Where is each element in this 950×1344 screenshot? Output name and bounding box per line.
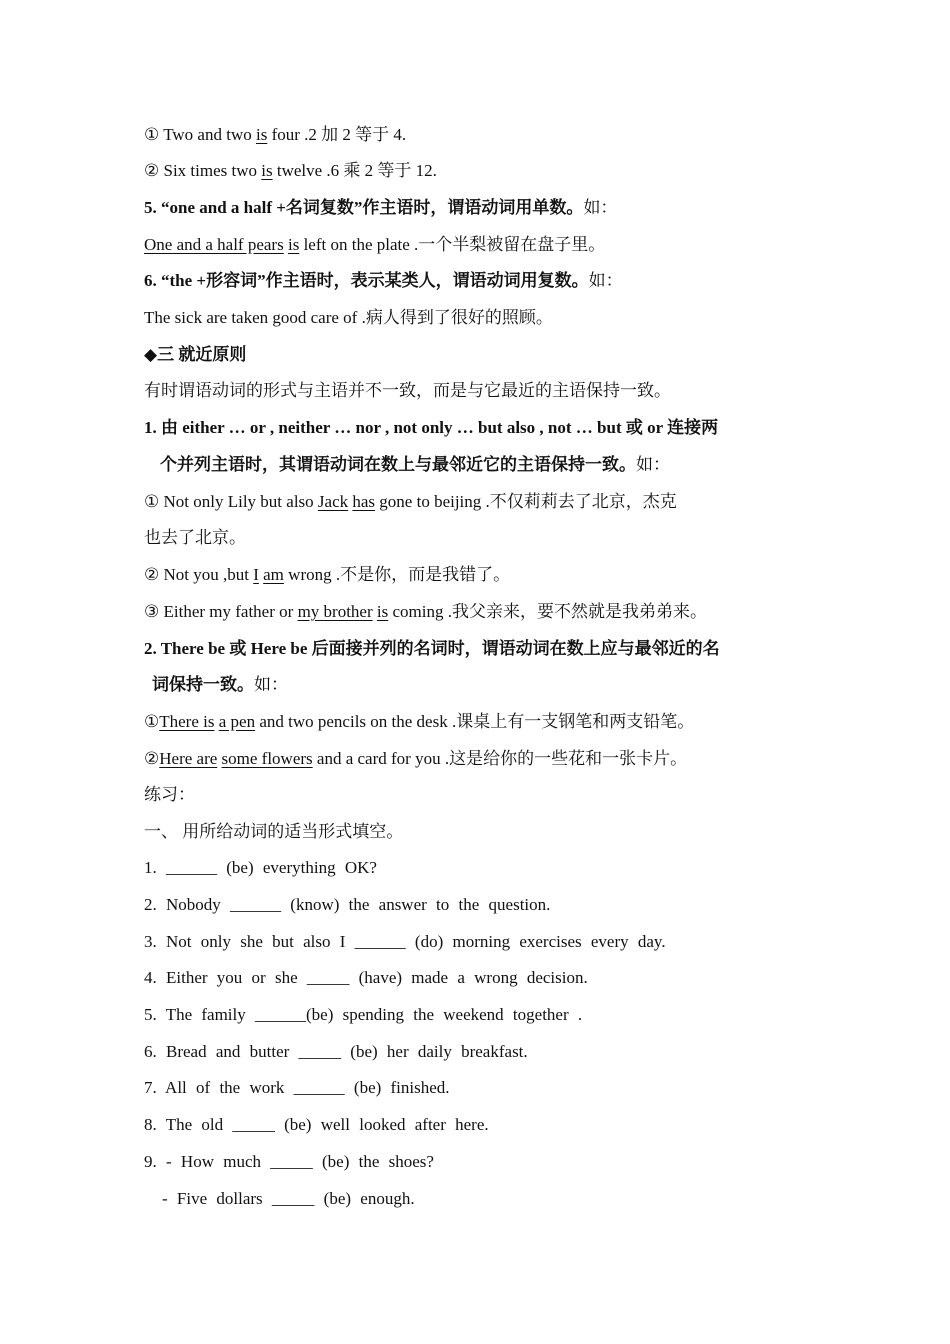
example-line (144, 305, 810, 331)
rule-heading-cont (152, 672, 810, 698)
example-text: The sick are taken good care of .病人得到了很好的照顾。 (144, 308, 553, 327)
example-text: and a card for you .这是给你的一些花和一张卡片。 (312, 749, 688, 768)
underlined-verb: has (352, 492, 376, 511)
example-line (144, 489, 810, 515)
exercise-item: 8. The old _____ (be) well looked after here. (144, 1115, 489, 1134)
example-number: ① (144, 712, 160, 731)
rule-heading-tail: 如： (254, 675, 288, 694)
example-line (144, 122, 810, 148)
example-number: ② (144, 161, 160, 180)
example-line (144, 232, 810, 258)
underlined-subject: I (253, 565, 259, 584)
underlined-verb: is (255, 125, 268, 144)
underlined-phrase: Here are (159, 749, 218, 768)
exercise-item: 7. All of the work ______ (be) finished. (144, 1078, 450, 1097)
exercise-item: 2. Nobody ______ (know) the answer to the question. (144, 895, 551, 914)
rule-heading-text: 5. “one and a half +名词复数”作主语时，谓语动词用单数。 (144, 198, 584, 217)
example-text: Two and two (163, 125, 256, 144)
example-text: ② Not you ,but (144, 565, 254, 584)
rule-heading-text: 个并列主语时，其谓语动词在数上与最邻近它的主语保持一致。 (160, 455, 636, 474)
exercise-item: 6. Bread and butter _____ (be) her daily breakfast. (144, 1042, 528, 1061)
exercise-item-cont: - Five dollars _____ (be) enough. (162, 1189, 415, 1208)
example-text: gone to beijing .不仅莉莉去了北京，杰克 (375, 492, 677, 511)
rule-heading-tail: 如： (583, 198, 618, 217)
example-number: ① (144, 125, 160, 144)
example-text: Six times two (163, 161, 262, 180)
rule-heading-text: 6. “the +形容词”作主语时，表示某类人，谓语动词用复数。 (144, 271, 589, 290)
section-intro: 有时谓语动词的形式与主语并不一致，而是与它最近的主语保持一致。 (144, 381, 671, 400)
example-line (144, 562, 810, 588)
rule-heading: 1. 由 either … or , neither … nor , not only … but also , not … but 或 or 连接两 (144, 418, 719, 437)
example-line (144, 746, 810, 772)
underlined-verb: is (376, 602, 389, 621)
underlined-noun: some flowers (221, 749, 313, 768)
rule-heading (144, 268, 810, 294)
example-line (144, 158, 810, 184)
practice-part-title: 一、 用所给动词的适当形式填空。 (144, 822, 404, 841)
example-line (144, 709, 810, 735)
exercise-item: 9. - How much _____ (be) the shoes? (144, 1152, 434, 1171)
example-text: left on the plate .一个半梨被留在盘子里。 (299, 235, 606, 254)
rule-heading-tail: 如： (588, 271, 623, 290)
example-line (144, 599, 810, 625)
example-number: ② (144, 749, 160, 768)
underlined-verb: is (261, 161, 273, 180)
example-text: coming .我父亲来，要不然就是我弟弟来。 (388, 602, 707, 621)
exercise-item: 3. Not only she but also I ______ (do) morning exercises every day. (144, 932, 666, 951)
underlined-verb: am (263, 565, 284, 584)
example-text: and two pencils on the desk .课桌上有一支钢笔和两支铅笔。 (255, 712, 695, 731)
exercise-item: 1. ______ (be) everything OK? (144, 858, 377, 877)
underlined-subject: my brother (297, 602, 373, 621)
rule-heading-tail: 如： (636, 455, 670, 474)
practice-label: 练习： (144, 785, 195, 804)
example-text: wrong .不是你，而是我错了。 (283, 565, 511, 584)
underlined-subject: One and a half pears (144, 235, 284, 254)
example-text: four .2 加 2 等于 4. (267, 125, 407, 144)
rule-heading: 2. There be 或 Here be 后面接并列的名词时，谓语动词在数上应与最邻近的名 (144, 639, 720, 658)
example-line-cont: 也去了北京。 (144, 528, 246, 547)
underlined-phrase: There is (159, 712, 215, 731)
rule-heading-text: 词保持一致。 (152, 675, 254, 694)
example-text: ① Not only Lily but also (144, 492, 318, 511)
underlined-verb: is (287, 235, 300, 254)
section-title: ◆三 就近原则 (144, 345, 247, 364)
example-text: twelve .6 乘 2 等于 12. (272, 161, 437, 180)
underlined-subject: Jack (317, 492, 349, 511)
exercise-item: 5. The family ______(be) spending the weekend together . (144, 1005, 583, 1024)
rule-heading-cont (160, 452, 810, 478)
underlined-noun: a pen (218, 712, 256, 731)
example-text: ③ Either my father or (144, 602, 298, 621)
exercise-item: 4. Either you or she _____ (have) made a wrong decision. (144, 968, 588, 987)
rule-heading (144, 195, 810, 221)
